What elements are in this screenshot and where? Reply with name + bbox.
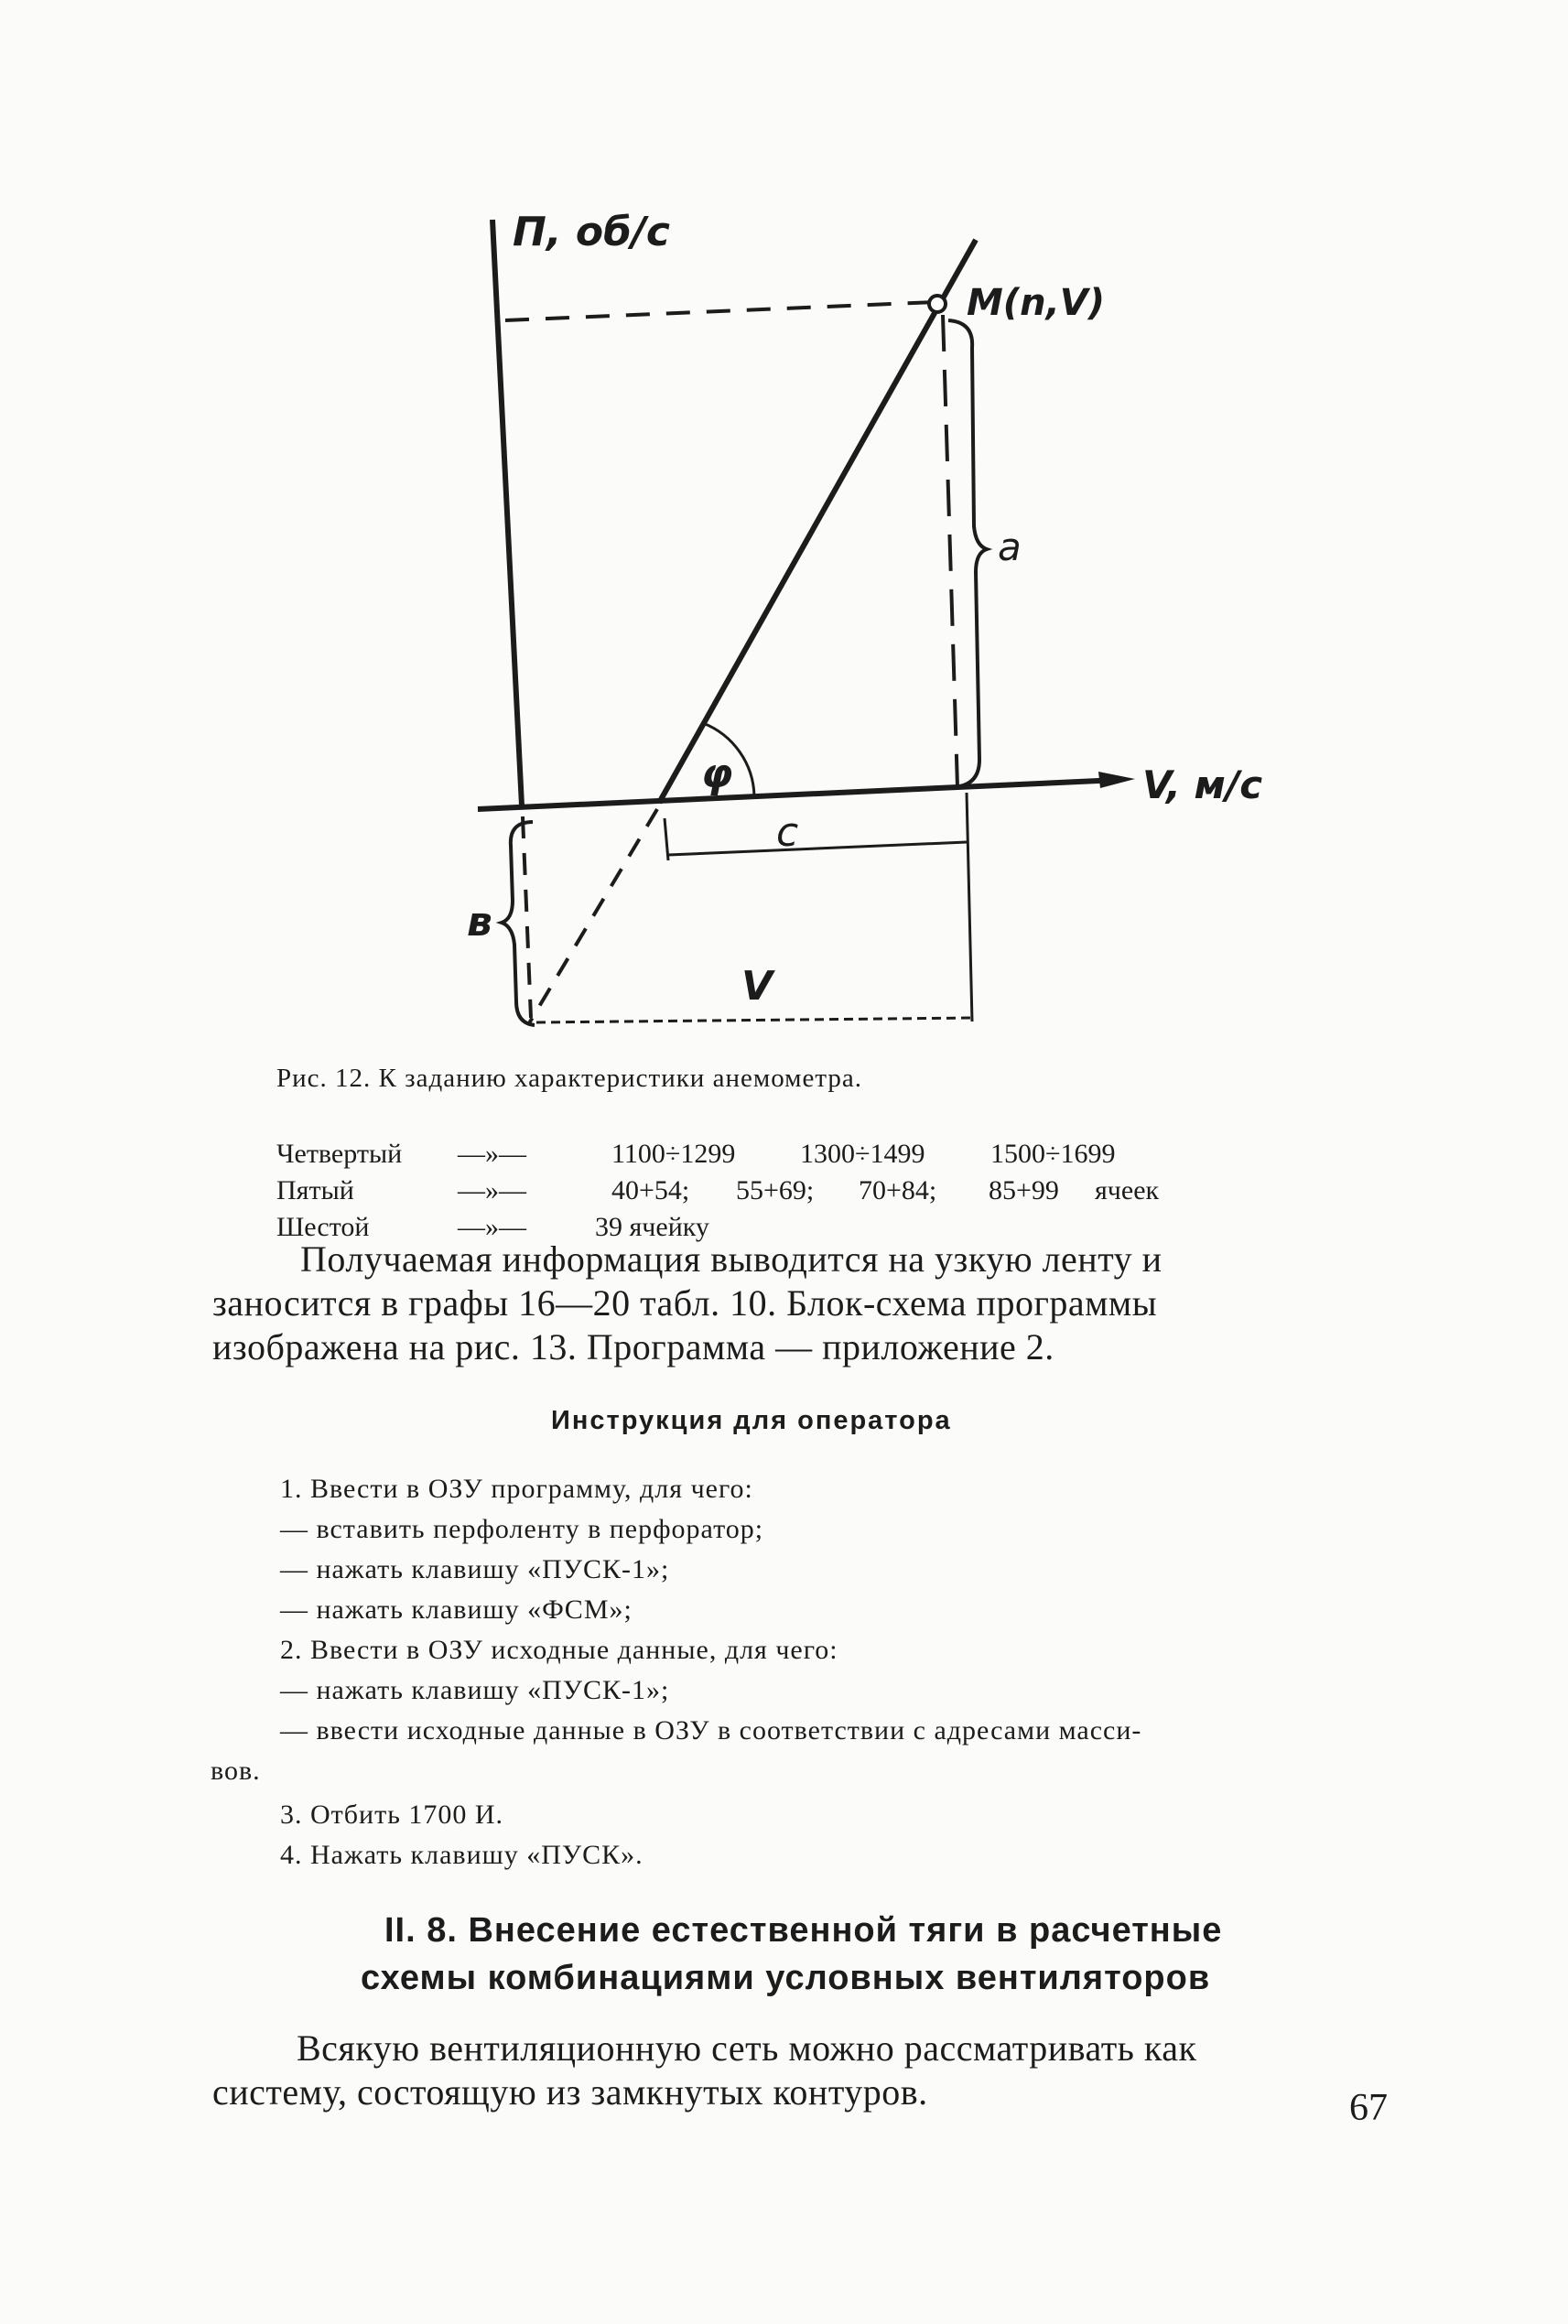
section-title: схемы комбинациями условных вентиляторов (361, 1959, 1211, 1997)
instruction-item: 2. Ввести в ОЗУ исходные данные, для чего: (280, 1635, 838, 1665)
instruction-item: 4. Нажать клавишу «ПУСК». (280, 1840, 643, 1870)
label-c: c (776, 809, 799, 856)
bottom-dashed-line (536, 1018, 974, 1022)
point-m (929, 296, 946, 312)
row-value: 85+99 (989, 1175, 1059, 1205)
b-projection (523, 816, 531, 1018)
instruction-item: вов. (211, 1756, 261, 1786)
v-axis-arrow (1098, 772, 1135, 788)
row-name: Пятый (276, 1175, 354, 1205)
v-axis-label: V, м/с (1142, 762, 1263, 807)
instruction-item: — ввести исходные данные в ОЗУ в соответствии с адресами масси- (280, 1715, 1142, 1746)
paragraph-line: Получаемая информация выводится на узкую ленту и (300, 1238, 1162, 1280)
row-ditto: —»— (458, 1212, 526, 1242)
instruction-item: 1. Ввести в ОЗУ программу, для чего: (280, 1474, 753, 1504)
v-axis (478, 780, 1119, 809)
row-value: 70+84; (859, 1175, 937, 1205)
page-number: 67 (1349, 2087, 1388, 2129)
row-value: 55+69; (736, 1175, 815, 1205)
instruction-item: — нажать клавишу «ФСМ»; (280, 1594, 633, 1625)
label-b: в (467, 899, 492, 946)
row-name: Шестой (276, 1212, 370, 1242)
figure-anemometer-characteristic (0, 0, 1568, 1062)
label-v-dimension: V (741, 963, 773, 1010)
paragraph-line: изображена на рис. 13. Программа — приложение 2. (212, 1326, 1054, 1367)
characteristic-extension (529, 809, 657, 1023)
row-name: Четвертый (276, 1139, 403, 1169)
row-ditto: —»— (458, 1139, 526, 1169)
instruction-item: 3. Отбить 1700 И. (280, 1800, 504, 1830)
label-phi: φ (701, 751, 733, 797)
n-axis-label: П, об/с (513, 209, 670, 255)
row-value: 1300÷1499 (800, 1139, 925, 1169)
row-value: 1500÷1699 (990, 1139, 1116, 1169)
instruction-item: — вставить перфоленту в перфоратор; (280, 1514, 764, 1544)
instruction-item: — нажать клавишу «ПУСК-1»; (280, 1554, 670, 1584)
instruction-item: — нажать клавишу «ПУСК-1»; (280, 1675, 670, 1705)
row-value: 39 ячейку (595, 1212, 709, 1242)
brace-b (502, 822, 535, 1025)
n-axis (492, 220, 522, 805)
v-projection (943, 315, 957, 787)
row-unit: ячеек (1095, 1175, 1160, 1205)
label-a: a (998, 524, 1022, 569)
characteristic-line (659, 240, 976, 803)
row-value: 40+54; (611, 1175, 690, 1205)
point-m-label: M(n,V) (967, 282, 1105, 324)
paragraph-line: Всякую вентиляционную сеть можно рассматривать как (297, 2027, 1197, 2069)
figure-caption: Рис. 12. К заданию характеристики анемометра. (276, 1064, 863, 1093)
n-projection (505, 302, 935, 320)
section-title: II. 8. Внесение естественной тяги в расчетные (384, 1911, 1223, 1950)
paragraph-line: заносится в графы 16—20 табл. 10. Блок-схема программы (212, 1282, 1158, 1324)
dimension-c (668, 842, 967, 855)
instruction-heading: Инструкция для оператора (551, 1406, 952, 1435)
row-ditto: —»— (458, 1175, 526, 1205)
row-value: 1100÷1299 (611, 1139, 736, 1169)
paragraph-line: систему, состоящую из замкнутых контуров. (212, 2071, 928, 2113)
